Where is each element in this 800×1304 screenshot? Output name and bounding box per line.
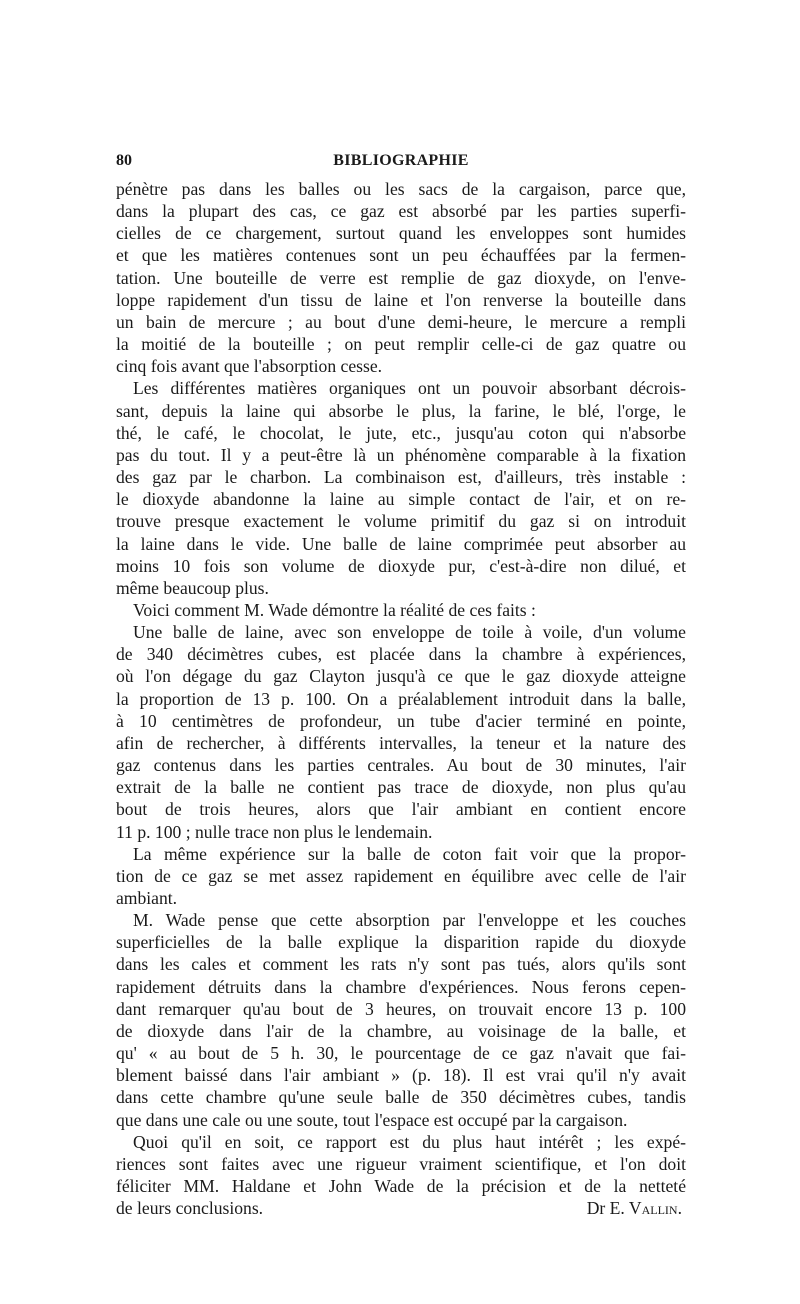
paragraph-conclusion (116, 1131, 686, 1220)
text-line: Voici comment M. Wade démontre la réalité de ces faits : (133, 599, 536, 620)
text-line: la proportion de 13 p. 100. On a préalablement introduit dans la balle, (116, 688, 686, 709)
text-line: à 10 centimètres de profondeur, un tube d'acier terminé en pointe, (116, 710, 686, 731)
paragraph-wade-opinion (116, 909, 686, 1131)
text-line: féliciter MM. Haldane et John Wade de la précision et de la netteté (116, 1176, 686, 1197)
text-line: un bain de mercure ; au bout d'une demi-heure, le mercure a rempli (116, 311, 686, 332)
text-line: thé, le café, le chocolat, le jute, etc., jusqu'au coton qui n'absorbe (116, 422, 686, 443)
text-line: tion de ce gaz se met assez rapidement en équilibre avec celle de l'air (116, 865, 686, 886)
text-line: dant remarquer qu'au bout de 3 heures, on trouvait encore 13 p. 100 (116, 998, 686, 1019)
text-line: la laine dans le vide. Une balle de laine comprimée peut absorber au (116, 533, 686, 554)
text-line: pas du tout. Il y a peut-être là un phénomène comparable à la fixation (116, 444, 686, 465)
text-line: le dioxyde abandonne la laine au simple contact de l'air, et on re- (116, 489, 686, 510)
text-line: dans cette chambre qu'une seule balle de 350 décimètres cubes, tandis (116, 1087, 686, 1108)
text-line: de 340 décimètres cubes, est placée dans la chambre à expériences, (116, 644, 686, 665)
text-line: qu' « au bout de 5 h. 30, le pourcentage de ce gaz n'avait que fai- (116, 1043, 686, 1064)
text-line: de leurs conclusions. (116, 1198, 264, 1219)
text-line: blement baissé dans l'air ambiant » (p. 18). Il est vrai qu'il n'y avait (116, 1065, 686, 1086)
text-line: bout de trois heures, alors que l'air ambiant en contient encore (116, 799, 686, 820)
text-line: trouve presque exactement le volume primitif du gaz si on introduit (116, 511, 686, 532)
text-line: La même expérience sur la balle de coton fait voir que la propor- (133, 843, 686, 864)
page-header (116, 150, 686, 176)
text-line: dans les cales et comment les rats n'y sont pas tués, alors qu'ils sont (116, 954, 686, 975)
text-line: moins 10 fois son volume de dioxyde pur, c'est-à-dire non dilué, et (116, 555, 686, 576)
text-line: Les différentes matières organiques ont un pouvoir absorbant décrois- (133, 378, 686, 399)
paragraph-intro (116, 599, 686, 621)
text-line: riences sont faites avec une rigueur vraiment scientifique, et l'on doit (116, 1153, 686, 1174)
running-title: BIBLIOGRAPHIE (333, 152, 469, 169)
text-line: rapidement détruits dans la chambre d'expériences. Nous ferons cepen- (116, 976, 686, 997)
text-line: la moitié de la bouteille ; on peut remplir celle-ci de gaz quatre ou (116, 334, 686, 355)
text-line: superficielles de la balle explique la disparition rapide du dioxyde (116, 932, 686, 953)
text-line: loppe rapidement d'un tissu de laine et l'on renverse la bouteille dans (116, 289, 686, 310)
text-line: cinq fois avant que l'absorption cesse. (116, 356, 383, 377)
paragraph-experiment-cotton (116, 843, 686, 909)
text-line: de dioxyde dans l'air de la chambre, au voisinage de la balle, et (116, 1020, 686, 1041)
text-line: pénètre pas dans les balles ou les sacs de la cargaison, parce que, (116, 179, 686, 199)
signature-title: Dr (586, 1198, 606, 1219)
text-line: et que les matières contenues sont un peu échauffées par la fermen- (116, 245, 686, 266)
text-line: extrait de la balle ne contient pas trace de dioxyde, non plus qu'au (116, 777, 686, 798)
text-line: sant, depuis la laine qui absorbe le plus, la farine, le blé, l'orge, le (116, 400, 686, 421)
text-line: où l'on dégage du gaz Clayton jusqu'à ce que le gaz dioxyde atteigne (116, 666, 686, 687)
closing-line (116, 1197, 686, 1219)
paragraph-absorption (116, 377, 686, 599)
text-line: Une balle de laine, avec son enveloppe de toile à voile, d'un volume (133, 622, 686, 643)
text-line: tation. Une bouteille de verre est remplie de gaz dioxyde, on l'enve- (116, 267, 686, 288)
page-number: 80 (116, 152, 132, 169)
text-line: dans la plupart des cas, ce gaz est absorbé par les parties superfi- (116, 201, 686, 222)
text-line: M. Wade pense que cette absorption par l'enveloppe et les couches (133, 910, 686, 931)
text-line: gaz contenus dans les parties centrales. Au bout de 30 minutes, l'air (116, 755, 686, 776)
text-line: que dans une cale ou une soute, tout l'espace est occupé par la cargaison. (116, 1109, 628, 1130)
text-line: cielles de ce chargement, surtout quand les enveloppes sont humides (116, 223, 686, 244)
text-line: Quoi qu'il en soit, ce rapport est du plus haut intérêt ; les expé- (133, 1131, 686, 1152)
signature-name: E. Vallin. (609, 1198, 682, 1219)
paragraph-continuation (116, 178, 686, 377)
author-signature (587, 1197, 686, 1219)
text-line: ambiant. (116, 888, 178, 908)
paragraph-experiment-wool (116, 621, 686, 843)
text-line: même beaucoup plus. (116, 577, 269, 598)
text-line: des gaz par le charbon. La combinaison est, d'ailleurs, très instable : (116, 467, 686, 488)
text-line: 11 p. 100 ; nulle trace non plus le lendemain. (116, 821, 433, 842)
text-line: afin de rechercher, à différents intervalles, la teneur et la nature des (116, 732, 686, 753)
book-page (116, 150, 686, 1219)
